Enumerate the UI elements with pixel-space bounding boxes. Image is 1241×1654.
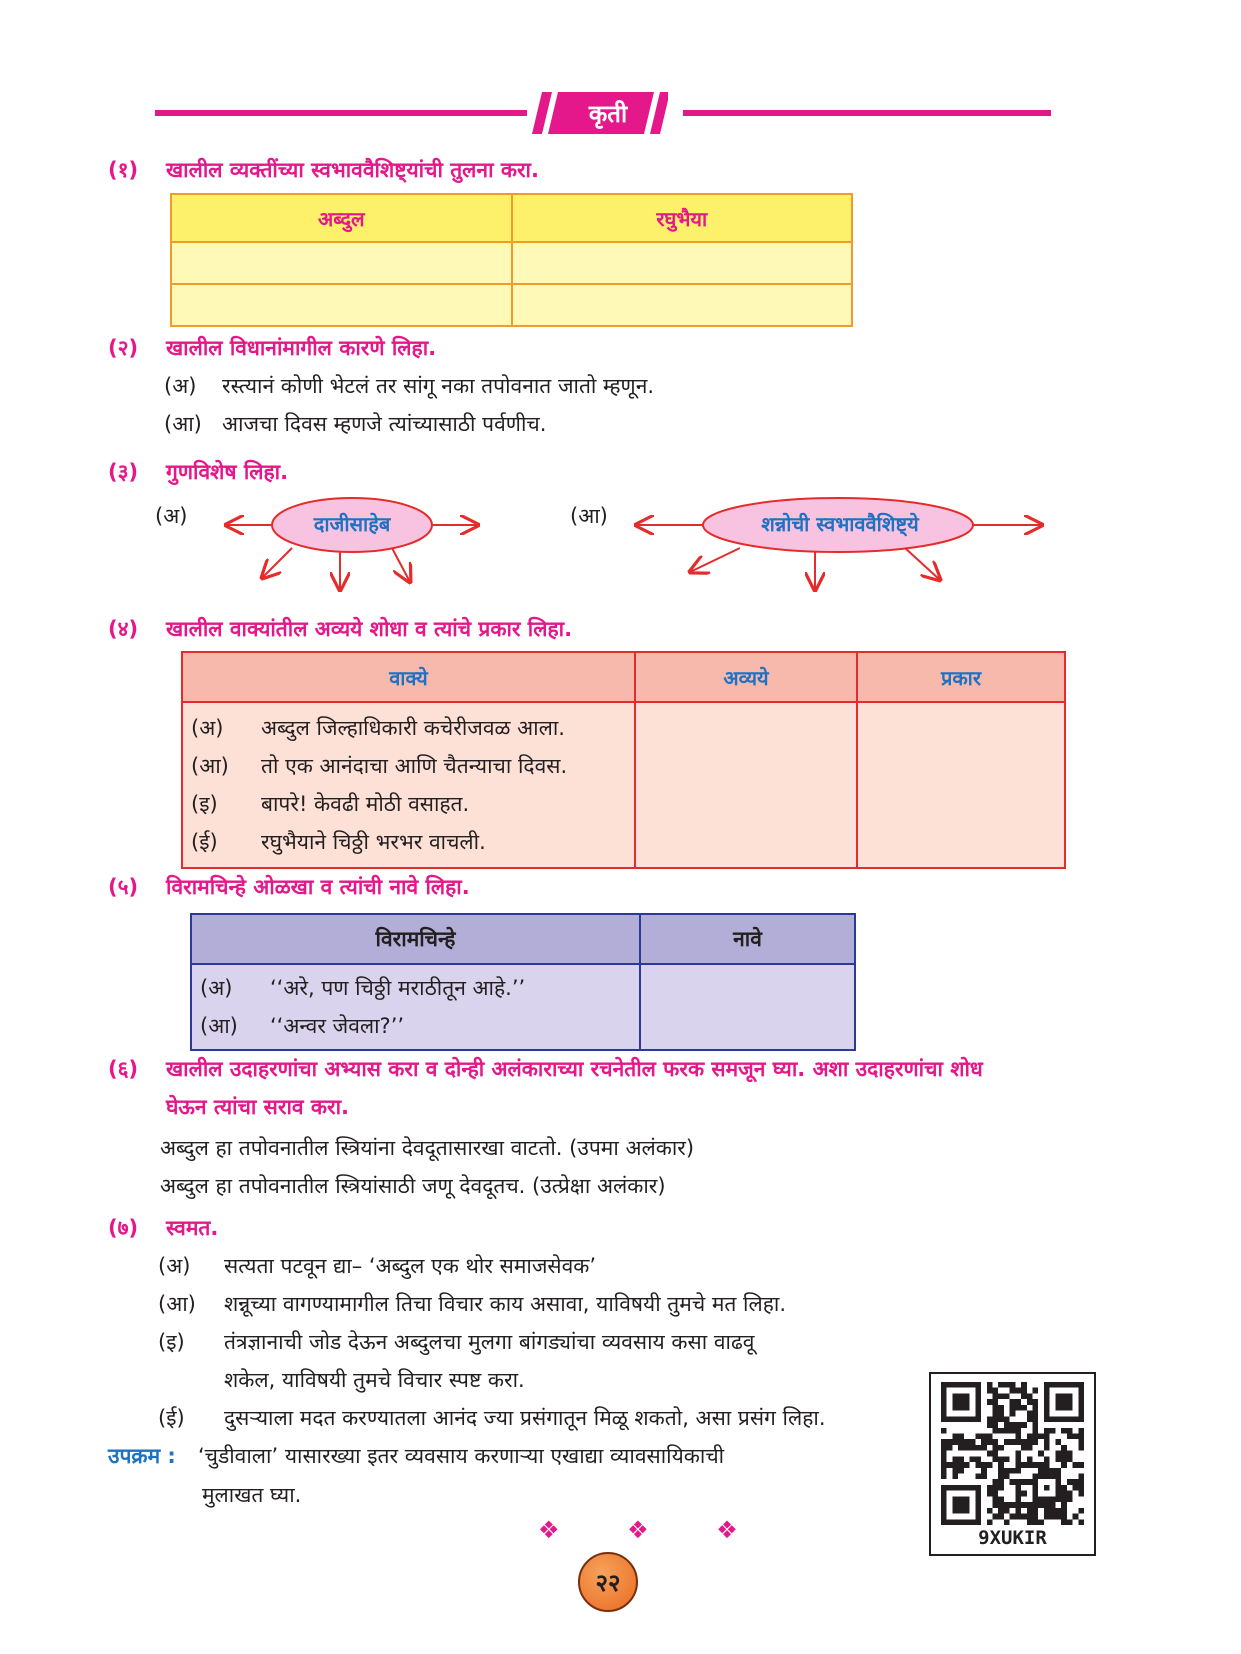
q3-web-diagram-a [220, 490, 490, 600]
page-number: २२ [578, 1552, 638, 1612]
table4-header-vakye: वाक्ये [182, 652, 635, 702]
table4-sentences-cell [182, 702, 635, 868]
q2-heading [108, 334, 436, 362]
qr-code-box[interactable] [929, 1372, 1096, 1556]
table1-cell[interactable] [171, 242, 512, 284]
q7-item-aa [158, 1290, 786, 1318]
comparison-table [170, 193, 853, 327]
q6-example-1: अब्दुल हा तपोवनातील स्त्रियांना देवदूतासारखा वाटतो. (उपमा अलंकार) [160, 1136, 695, 1160]
row-label: (इ) [191, 792, 218, 816]
footer-ornament: ❖ ❖ ❖ [538, 1516, 768, 1544]
row-text: अब्दुल जिल्हाधिकारी कचेरीजवळ आला. [261, 716, 565, 740]
table-row [200, 1007, 639, 1045]
header-rule-left [155, 110, 527, 116]
q7-heading [108, 1214, 218, 1242]
table4-header-avyaye: अव्यये [635, 652, 857, 702]
q3-label-a: (अ) [155, 504, 188, 528]
table5-header-viramchinhe: विरामचिन्हे [191, 914, 640, 964]
q3-heading [108, 458, 288, 486]
activity-text-line1: ‘चुडीवाला’ यासारख्या इतर व्यवसाय करणाऱ्या एखाद्या व्यावसायिकाची [198, 1444, 725, 1468]
avyay-table [181, 651, 1066, 869]
q1-heading [108, 156, 539, 184]
q3-number: (३) [108, 460, 139, 484]
q7-item-text: दुसऱ्याला मदत करण्यातला आनंद ज्या प्रसंगातून मिळू शकतो, असा प्रसंग लिहा. [224, 1406, 826, 1430]
q7-item-label: (इ) [158, 1330, 185, 1354]
row-text: रघुभैयाने चिठ्ठी भरभर वाचली. [261, 830, 486, 854]
q6-text-line1: खालील उदाहरणांचा अभ्यास करा व दोन्ही अलंकाराच्या रचनेतील फरक समजून घ्या. अशा उदाहरणांचा शोध [166, 1057, 983, 1081]
q2-text: खालील विधानांमागील कारणे लिहा. [166, 336, 437, 360]
table1-header-raghubhaiya: रघुभैया [512, 194, 853, 242]
row-label: (आ) [191, 754, 229, 778]
table1-cell[interactable] [171, 284, 512, 326]
q7-text: स्वमत. [166, 1216, 219, 1240]
q2-item-label: (आ) [164, 412, 202, 436]
row-text: तो एक आनंदाचा आणि चैतन्याचा दिवस. [261, 754, 568, 778]
q5-text: विरामचिन्हे ओळखा व त्यांची नावे लिहा. [166, 875, 470, 899]
table-row [191, 785, 634, 823]
table5-header-nave: नावे [640, 914, 855, 964]
table1-header-abdul: अब्दुल [171, 194, 512, 242]
q3-text: गुणविशेष लिहा. [166, 460, 289, 484]
q7-item-label: (अ) [158, 1254, 191, 1278]
q6-example-2: अब्दुल हा तपोवनातील स्त्रियांसाठी जणू देवदूतच. (उत्प्रेक्षा अलंकार) [160, 1174, 666, 1198]
q7-item-i-line2: शकेल, याविषयी तुमचे विचार स्पष्ट करा. [224, 1368, 525, 1392]
q2-item-aa [164, 410, 546, 438]
q7-item-text: शन्नूच्या वागण्यामागील तिचा विचार काय असावा, याविषयी तुमचे मत लिहा. [224, 1292, 786, 1316]
row-text: बापरे! केवढी मोठी वसाहत. [261, 792, 470, 816]
q4-heading [108, 615, 572, 643]
q6-text-line2: घेऊन त्यांचा सराव करा. [166, 1095, 349, 1119]
header-rule-right [683, 110, 1051, 116]
activity-text-line2: मुलाखत घ्या. [202, 1483, 302, 1507]
q2-item-text: रस्त्यानं कोणी भेटलं तर सांगू नका तपोवनात जातो म्हणून. [222, 374, 655, 398]
table-row [191, 709, 634, 747]
q3-web-diagram-aa [630, 490, 1050, 600]
row-text: ‘‘अन्वर जेवला?’’ [270, 1014, 405, 1038]
table4-avyaye-cell[interactable] [635, 702, 857, 868]
row-label: (ई) [191, 830, 218, 854]
row-text: ‘‘अरे, पण चिठ्ठी मराठीतून आहे.’’ [270, 976, 526, 1000]
row-label: (अ) [191, 716, 224, 740]
table4-prakar-cell[interactable] [857, 702, 1065, 868]
q3-center-aa: शन्नोची स्वभाववैशिष्ट्ये [761, 512, 919, 536]
table-row [200, 969, 639, 1007]
q2-item-a [164, 372, 654, 400]
q7-item-a [158, 1252, 596, 1280]
q5-heading [108, 873, 470, 901]
q7-item-text: सत्यता पटवून द्या– ‘अब्दुल एक थोर समाजसेवक’ [224, 1254, 597, 1278]
q2-item-label: (अ) [164, 374, 197, 398]
q6-number: (६) [108, 1057, 139, 1081]
table5-examples-cell [191, 964, 640, 1050]
table1-cell[interactable] [512, 284, 853, 326]
q1-number: (१) [108, 158, 139, 182]
q4-text: खालील वाक्यांतील अव्यये शोधा व त्यांचे प्रकार लिहा. [166, 617, 573, 641]
row-label: (अ) [200, 976, 233, 1000]
table-row [191, 823, 634, 861]
q7-item-label: (आ) [158, 1292, 196, 1316]
q7-item-i [158, 1328, 754, 1356]
q5-number: (५) [108, 875, 139, 899]
table5-nave-cell[interactable] [640, 964, 855, 1050]
q7-item-text: तंत्रज्ञानाची जोड देऊन अब्दुलचा मुलगा बांगड्यांचा व्यवसाय कसा वाढवू [224, 1330, 755, 1354]
row-label: (आ) [200, 1014, 238, 1038]
q3-label-aa: (आ) [570, 504, 608, 528]
punctuation-table [190, 913, 856, 1051]
table1-cell[interactable] [512, 242, 853, 284]
q7-item-label: (ई) [158, 1406, 185, 1430]
table4-header-prakar: प्रकार [857, 652, 1065, 702]
q4-number: (४) [108, 617, 139, 641]
table-row [191, 747, 634, 785]
qr-code-icon [941, 1382, 1084, 1525]
q1-text: खालील व्यक्तींच्या स्वभाववैशिष्ट्यांची तुलना करा. [166, 158, 539, 182]
q7-number: (७) [108, 1216, 139, 1240]
qr-code-text: 9XUKIR [978, 1527, 1047, 1549]
page-title: कृती [588, 100, 628, 128]
q6-heading [108, 1055, 983, 1083]
q7-item-ii [158, 1404, 826, 1432]
q2-number: (२) [108, 336, 139, 360]
q3-center-a: दाजीसाहेब [313, 512, 391, 536]
q2-item-text: आजचा दिवस म्हणजे त्यांच्यासाठी पर्वणीच. [222, 412, 547, 436]
activity-label: उपक्रम : [108, 1444, 176, 1468]
